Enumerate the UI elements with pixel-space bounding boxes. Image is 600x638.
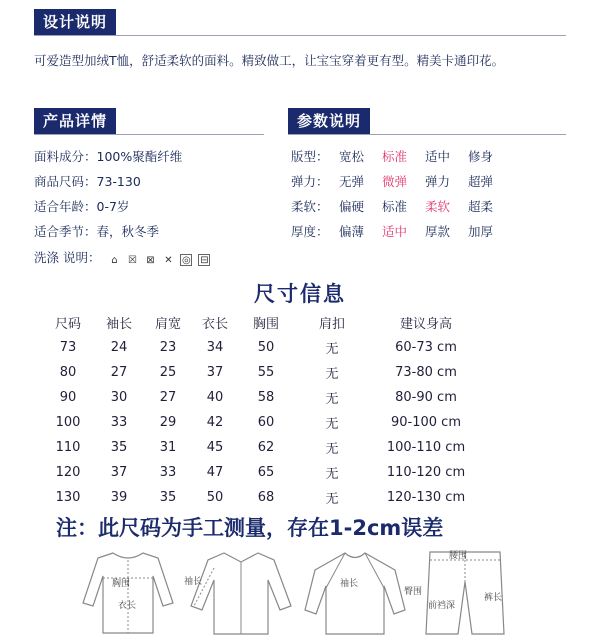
size-table (42, 310, 482, 510)
design-header-rule (34, 35, 566, 36)
hand-wash-icon: ☒ (127, 254, 137, 266)
param-option: 偏薄 (339, 224, 365, 239)
param-option: 修身 (468, 149, 494, 164)
diagram-sleeve2-label: 袖长 (340, 579, 359, 589)
line-dry-icon: ⊟ (200, 254, 209, 266)
design-header: 设计说明 (34, 9, 116, 35)
size-info-title: 尺寸信息 (254, 282, 346, 306)
table-row (42, 485, 482, 510)
table-cell: 35 (110, 440, 128, 455)
size-column-header: 尺码 (54, 317, 81, 332)
product-header: 产品详情 (34, 108, 116, 134)
raglan-tee-diagram (300, 548, 410, 638)
table-cell: 33 (110, 415, 128, 430)
table-row (42, 385, 482, 410)
param-label: 柔软： (291, 199, 329, 214)
wash-icons (108, 251, 212, 267)
long-sleeve-tee-diagram (78, 548, 178, 638)
table-cell: 无 (325, 467, 339, 482)
table-cell: 73 (59, 340, 77, 355)
table-cell: 60-73 cm (395, 340, 457, 355)
table-cell: 35 (159, 490, 177, 505)
table-cell: 33 (159, 465, 177, 480)
param-option: 厚款 (425, 224, 451, 239)
table-cell: 50 (206, 490, 224, 505)
measurement-note: 注：此尺码为手工测量，存在1-2cm误差 (56, 516, 444, 540)
wash-instructions (34, 248, 212, 267)
param-option: 超柔 (468, 199, 494, 214)
param-row (291, 172, 511, 190)
param-option-selected: 柔软 (425, 199, 451, 214)
diagram-sleeve-label: 袖长 (184, 577, 203, 587)
shirt-diagram (186, 548, 296, 638)
param-option-selected: 微弹 (382, 174, 408, 189)
table-row (42, 435, 482, 460)
table-cell: 27 (110, 365, 128, 380)
table-cell: 无 (325, 342, 339, 357)
table-cell: 40 (206, 390, 224, 405)
table-cell: 80 (59, 365, 77, 380)
param-option: 无弹 (339, 174, 365, 189)
params-header-rule (288, 134, 566, 135)
table-cell: 110 (55, 440, 81, 455)
size-column-header: 胸围 (252, 317, 279, 332)
table-row (42, 360, 482, 385)
table-cell: 42 (206, 415, 224, 430)
param-option: 弹力 (425, 174, 451, 189)
table-cell: 110-120 cm (386, 465, 466, 480)
table-cell: 68 (257, 490, 275, 505)
size-column-header: 建议身高 (399, 317, 452, 332)
table-row (42, 335, 482, 360)
diagram-hip-label: 臀围 (404, 587, 423, 597)
iron-icon: ⌂ (111, 254, 118, 266)
param-row (291, 197, 511, 215)
table-cell: 无 (325, 492, 339, 507)
size-column-header: 衣长 (201, 317, 228, 332)
no-bleach-icon: ⊠ (146, 254, 155, 266)
param-option: 适中 (425, 149, 451, 164)
table-cell: 100 (55, 415, 81, 430)
param-option-selected: 标准 (382, 149, 408, 164)
table-cell: 45 (206, 440, 224, 455)
param-option: 宽松 (339, 149, 365, 164)
product-detail-item: 商品尺码：73-130 (34, 174, 141, 189)
diagram-crotch-label: 前裆深 (428, 601, 456, 611)
param-option: 加厚 (468, 224, 494, 239)
diagram-pants-length-label: 裤长 (484, 593, 503, 603)
size-table-header (42, 310, 482, 335)
table-cell: 30 (110, 390, 128, 405)
diagram-chest-label: 胸围 (112, 579, 131, 589)
table-cell: 90 (59, 390, 77, 405)
table-cell: 90-100 cm (391, 415, 461, 430)
table-cell: 无 (325, 392, 339, 407)
wash-label: 洗涤 说明： (34, 250, 101, 265)
size-column-header: 袖长 (105, 317, 132, 332)
table-cell: 37 (110, 465, 128, 480)
param-label: 版型： (291, 149, 329, 164)
product-detail-item: 适合年龄：0-7岁 (34, 199, 130, 214)
param-option-selected: 适中 (382, 224, 408, 239)
param-row (291, 222, 511, 240)
table-cell: 27 (159, 390, 177, 405)
table-cell: 65 (257, 465, 275, 480)
table-cell: 120 (55, 465, 81, 480)
param-option: 偏硬 (339, 199, 365, 214)
table-cell: 120-130 cm (386, 490, 466, 505)
param-option: 超弹 (468, 174, 494, 189)
table-cell: 25 (159, 365, 177, 380)
table-cell: 24 (110, 340, 128, 355)
table-cell: 55 (257, 365, 275, 380)
table-cell: 100-110 cm (386, 440, 466, 455)
param-row (291, 147, 511, 165)
table-row (42, 410, 482, 435)
table-cell: 47 (206, 465, 224, 480)
table-cell: 无 (325, 367, 339, 382)
table-cell: 34 (206, 340, 224, 355)
table-cell: 58 (257, 390, 275, 405)
table-cell: 62 (257, 440, 275, 455)
size-column-header: 肩宽 (154, 317, 181, 332)
tumble-dry-icon: ◎ (182, 254, 191, 266)
table-row (42, 460, 482, 485)
table-cell: 31 (159, 440, 177, 455)
diagram-waist-label: 腰围 (449, 551, 468, 561)
table-cell: 80-90 cm (395, 390, 457, 405)
table-cell: 130 (55, 490, 81, 505)
table-cell: 73-80 cm (395, 365, 457, 380)
table-cell: 无 (325, 417, 339, 432)
design-description: 可爱造型加绒T恤，舒适柔软的面料。精致做工，让宝宝穿着更有型。精美卡通印花。 (34, 53, 505, 68)
product-header-rule (34, 134, 264, 135)
product-detail-item: 面料成分：100%聚酯纤维 (34, 149, 183, 164)
table-cell: 50 (257, 340, 275, 355)
table-cell: 39 (110, 490, 128, 505)
table-cell: 29 (159, 415, 177, 430)
no-dryclean-icon: ✕ (164, 254, 173, 266)
param-option: 标准 (382, 199, 408, 214)
params-header: 参数说明 (288, 108, 370, 134)
diagram-length-label: 衣长 (118, 601, 137, 611)
param-label: 弹力： (291, 174, 329, 189)
product-detail-item: 适合季节：春，秋冬季 (34, 224, 160, 239)
size-column-header: 肩扣 (318, 317, 345, 332)
param-label: 厚度： (291, 224, 329, 239)
table-cell: 37 (206, 365, 224, 380)
table-cell: 无 (325, 442, 339, 457)
table-cell: 23 (159, 340, 177, 355)
table-cell: 60 (257, 415, 275, 430)
